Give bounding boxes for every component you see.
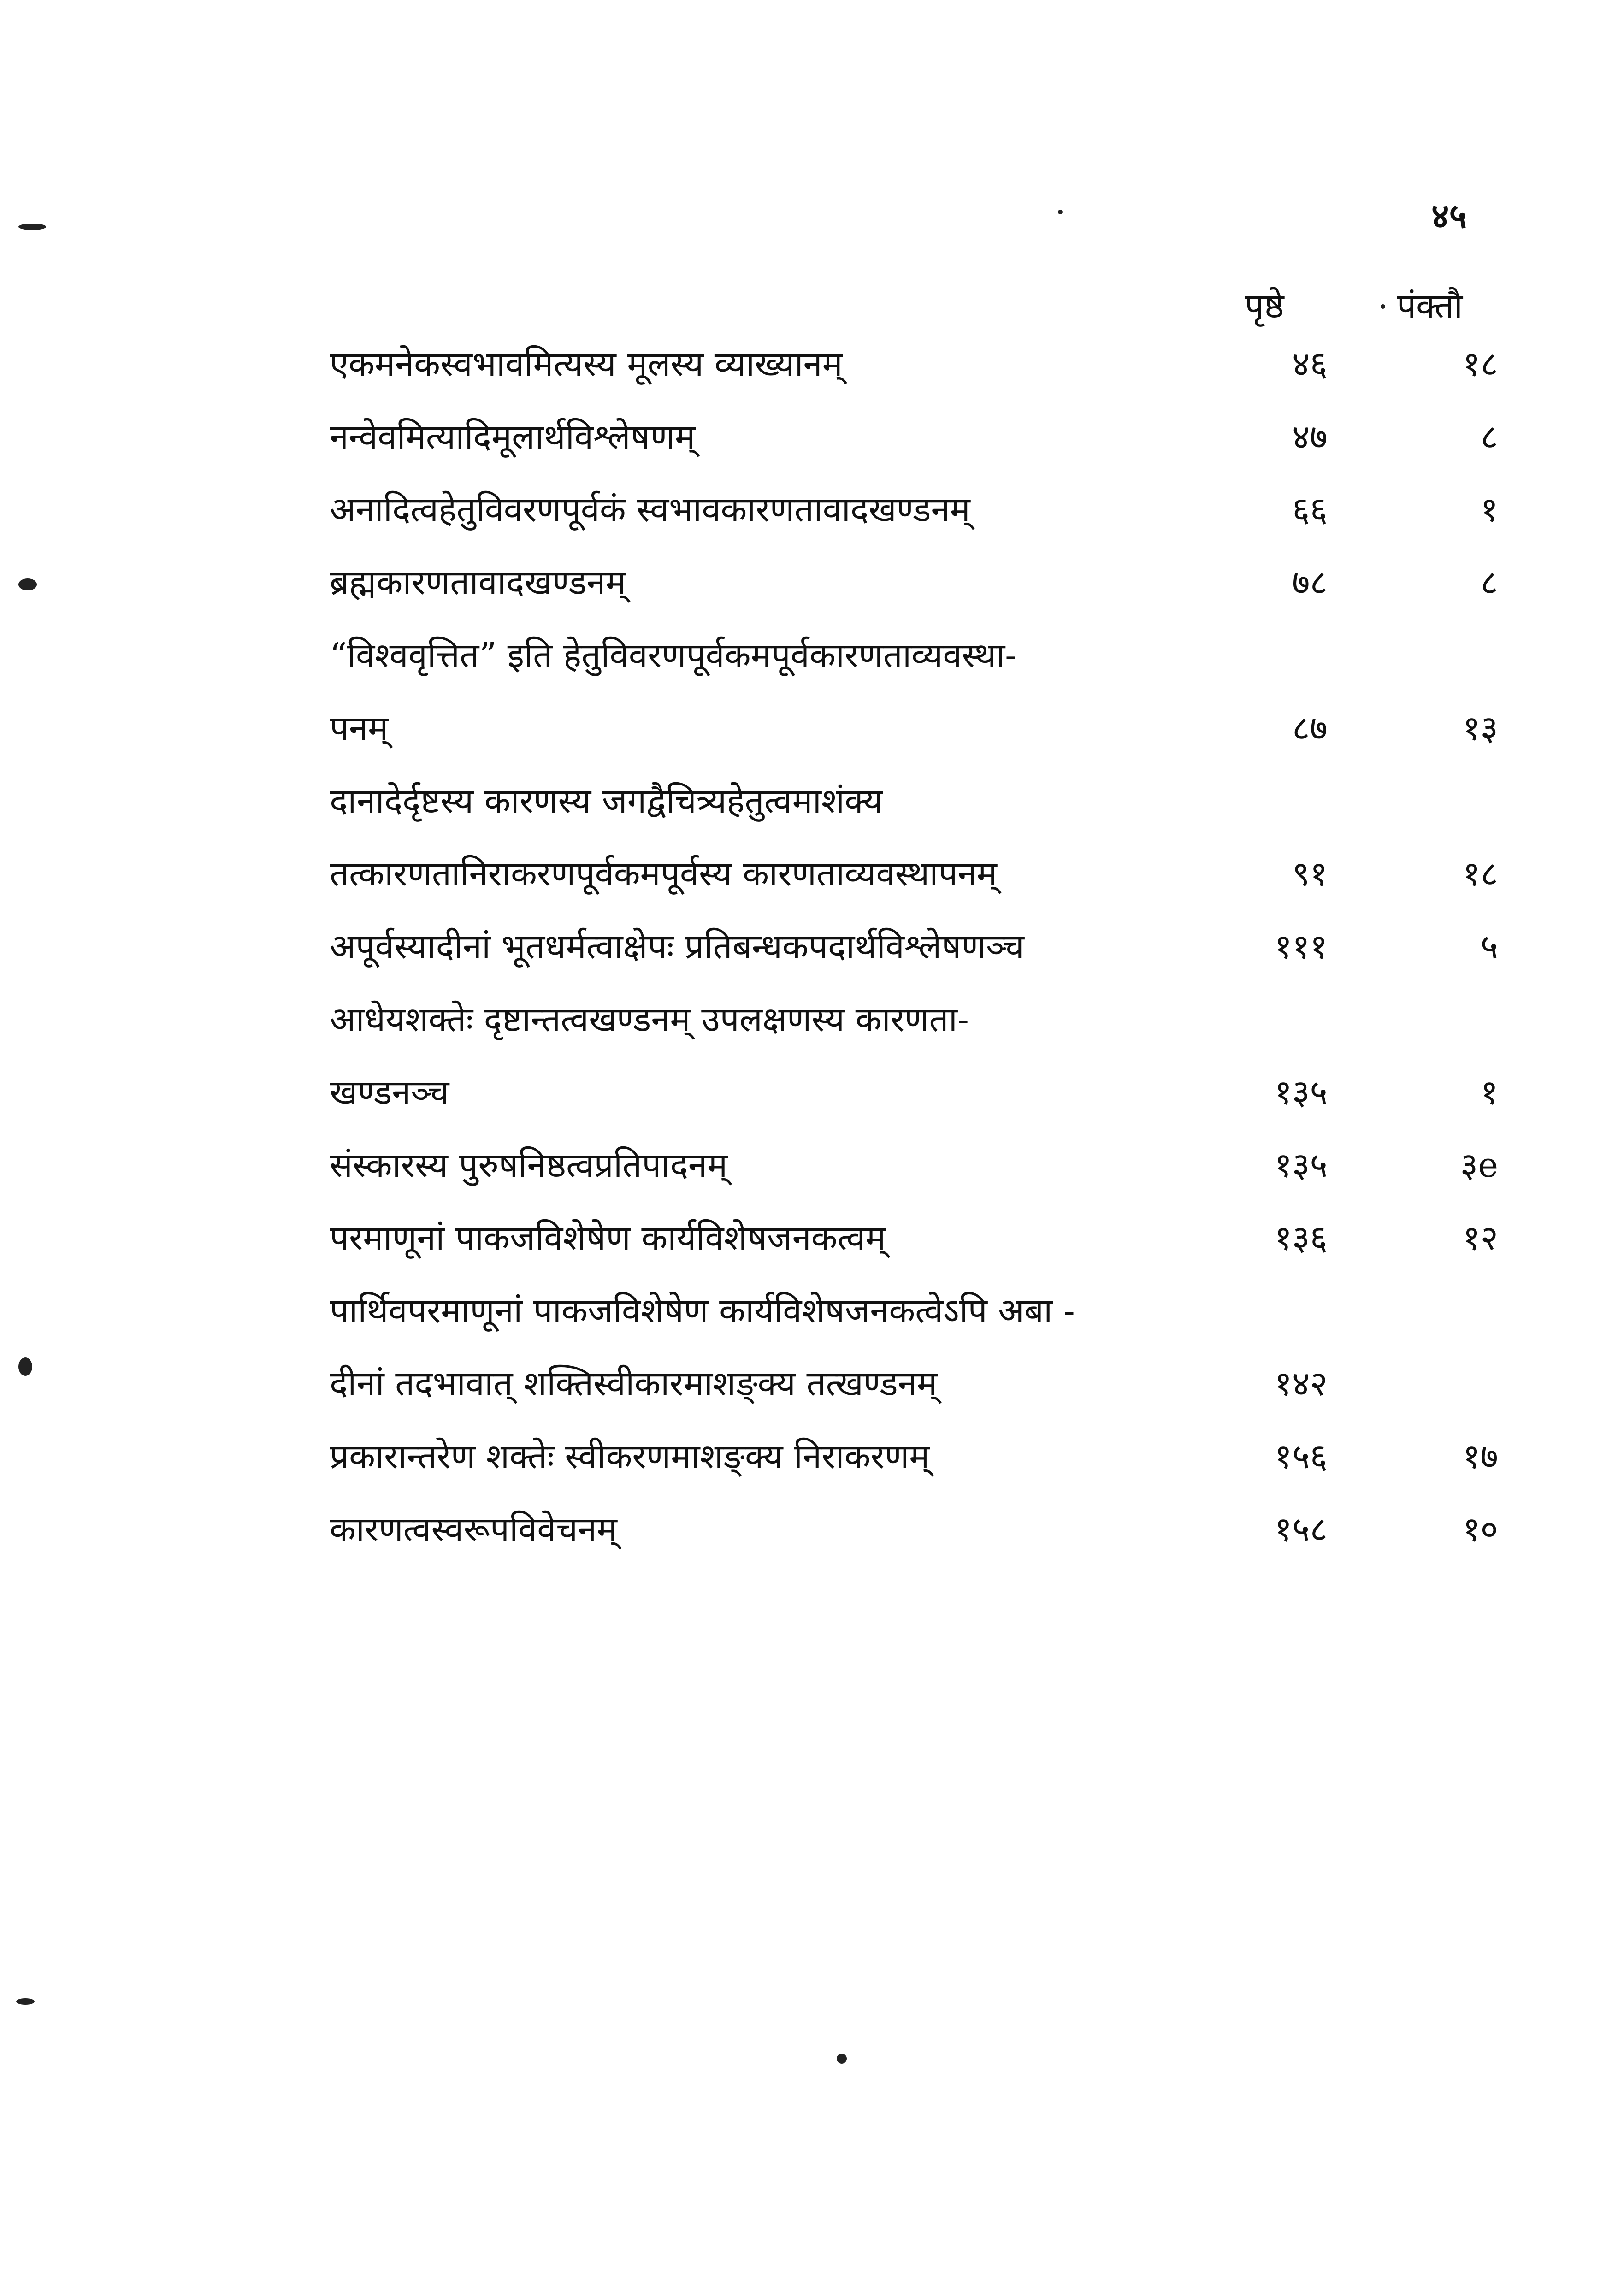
toc-entry-line: १० xyxy=(1463,1510,1498,1549)
toc-entry-title: ब्रह्मकारणतावादखण्डनम् xyxy=(330,563,626,602)
toc-entry-page: ८७ xyxy=(1292,708,1328,748)
toc-entry xyxy=(0,1502,1624,1575)
toc-entry xyxy=(0,1429,1624,1502)
toc-entry-line: १ xyxy=(1480,1073,1498,1112)
toc-entry xyxy=(0,992,1624,1065)
toc-entry-page: ४६ xyxy=(1292,344,1328,384)
toc-entry-title: आधेयशक्तेः दृष्टान्तत्वखण्डनम् उपलक्षणस्य कारणता- xyxy=(330,1000,969,1039)
toc-entry-title: एकमनेकस्वभावमित्यस्य मूलस्य व्याख्यानम् xyxy=(330,344,843,384)
toc-entry-title: परमाणूनां पाकजविशेषेण कार्यविशेषजनकत्वम् xyxy=(330,1218,886,1258)
scan-mark xyxy=(18,224,46,230)
scan-mark xyxy=(1058,210,1063,214)
toc-entry xyxy=(0,482,1624,555)
toc-entry-line: ३e xyxy=(1460,1145,1498,1185)
toc-entry xyxy=(0,1356,1624,1429)
toc-entry-title: संस्कारस्य पुरुषनिष्ठत्वप्रतिपादनम् xyxy=(330,1145,728,1185)
toc-entry-line: १२ xyxy=(1463,1218,1498,1258)
toc-entry xyxy=(0,1138,1624,1210)
toc-entry xyxy=(0,1283,1624,1356)
toc-entry-line: १८ xyxy=(1463,344,1498,384)
toc-entry-page: ६६ xyxy=(1292,490,1328,530)
toc-entry-title: नन्वेवमित्यादिमूलार्थविश्लेषणम् xyxy=(330,417,696,457)
toc-entry-line: १३ xyxy=(1463,708,1498,748)
toc-entry xyxy=(0,1065,1624,1138)
toc-entry-page: १३५ xyxy=(1274,1073,1328,1112)
toc-entry-title: खण्डनञ्च xyxy=(330,1073,449,1112)
toc-entry-title: अपूर्वस्यादीनां भूतधर्मत्वाक्षेपः प्रतिबन्धकपदार्थविश्लेषणञ्च xyxy=(330,927,1024,967)
toc-entry-line: ५ xyxy=(1480,927,1498,967)
toc-entry-title: दानादेर्दृष्टस्य कारणस्य जगद्वैचित्र्यहेतुत्वमाशंक्य xyxy=(330,781,883,821)
table-of-contents xyxy=(0,336,1624,1575)
toc-entry-page: १३५ xyxy=(1274,1145,1328,1185)
toc-entry-line: ८ xyxy=(1480,417,1498,457)
toc-entry-title: “विश्ववृत्तित” इति हेतुविवरणपूर्वकमपूर्वकारणताव्यवस्था- xyxy=(330,636,1017,675)
toc-entry xyxy=(0,1210,1624,1283)
toc-entry xyxy=(0,919,1624,992)
page-number: ४५ xyxy=(1431,196,1467,236)
toc-entry-page: १११ xyxy=(1274,927,1328,967)
toc-entry xyxy=(0,409,1624,482)
toc-entry-page: ४७ xyxy=(1292,417,1328,457)
toc-entry-title: प्रकारान्तरेण शक्तेः स्वीकरणमाशङ्क्य निराकरणम् xyxy=(330,1437,930,1476)
toc-entry-title: पार्थिवपरमाणूनां पाकजविशेषेण कार्यविशेषजनकत्वेऽपि अबा - xyxy=(330,1291,1075,1331)
toc-entry-title: अनादित्वहेतुविवरणपूर्वकं स्वभावकारणतावादखण्डनम् xyxy=(330,490,970,530)
scan-mark xyxy=(1381,304,1385,309)
toc-entry xyxy=(0,773,1624,846)
column-heading-line: पंक्तौ xyxy=(1397,286,1463,326)
toc-entry xyxy=(0,336,1624,409)
toc-entry-page: ९१ xyxy=(1292,854,1328,894)
toc-entry xyxy=(0,701,1624,773)
scan-mark xyxy=(837,2054,847,2064)
toc-entry-line: १ xyxy=(1480,490,1498,530)
toc-entry xyxy=(0,846,1624,919)
toc-entry-line: १८ xyxy=(1463,854,1498,894)
scan-mark xyxy=(18,578,37,590)
toc-entry-page: १५८ xyxy=(1274,1510,1328,1549)
scan-mark xyxy=(16,1998,35,2005)
toc-entry-title: तत्कारणतानिराकरणपूर्वकमपूर्वस्य कारणताव्यवस्थापनम् xyxy=(330,854,997,894)
toc-entry-title: पनम् xyxy=(330,708,389,748)
toc-entry-line: ८ xyxy=(1480,563,1498,602)
toc-entry-title: दीनां तदभावात् शक्तिस्वीकारमाशङ्क्य तत्खण्डनम् xyxy=(330,1364,937,1404)
column-heading-page: पृष्ठे xyxy=(1245,286,1284,326)
toc-entry xyxy=(0,555,1624,628)
toc-entry-page: १५६ xyxy=(1274,1437,1328,1476)
toc-entry-page: ७८ xyxy=(1292,563,1328,602)
toc-entry xyxy=(0,628,1624,701)
toc-entry-line: १७ xyxy=(1463,1437,1498,1476)
toc-entry-title: कारणत्वस्वरूपविवेचनम् xyxy=(330,1510,617,1549)
scan-mark xyxy=(18,1357,32,1376)
toc-entry-page: १४२ xyxy=(1274,1364,1328,1404)
toc-entry-page: १३६ xyxy=(1274,1218,1328,1258)
